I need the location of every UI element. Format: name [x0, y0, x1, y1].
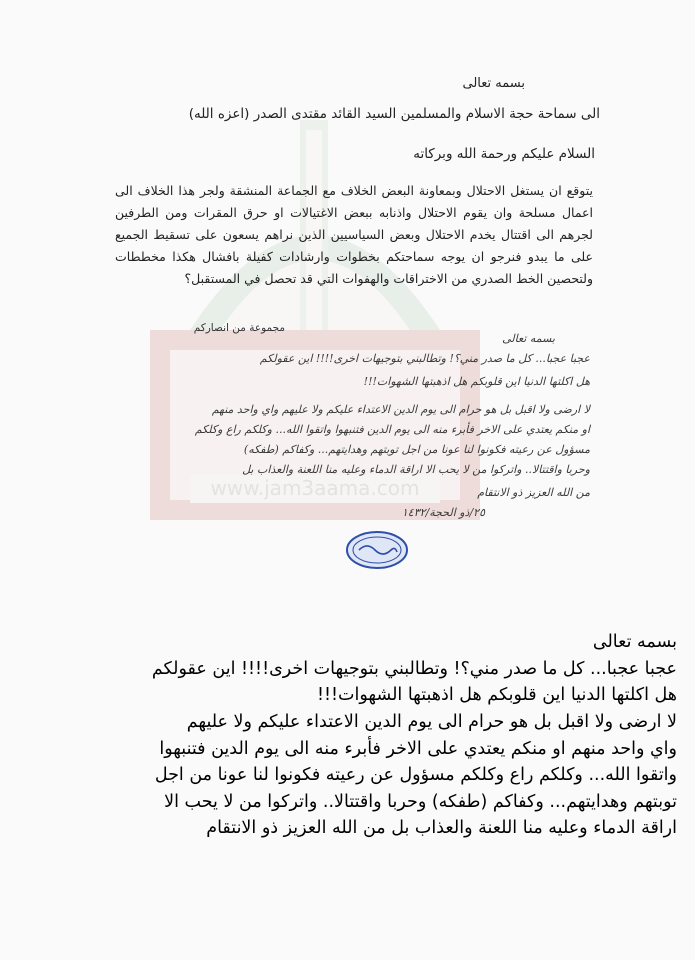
transcription-line: هل اكلتها الدنيا اين قلوبكم هل اذهبتها الشهوات!!! [316, 685, 677, 705]
letter-basmala: بسمه تعالى [462, 76, 525, 91]
handwritten-line: عجبا عجبا... كل ما صدر مني؟! وتطالبني بتوجيهات اخرى!!!! اين عقولكم [259, 352, 590, 365]
transcription-line: واتقوا الله... وكلكم راع وكلكم مسؤول عن رعيته فكونوا لنا عونا من اجل [154, 765, 677, 785]
letter-addressee: الى سماحة حجة الاسلام والمسلمين السيد القائد مقتدى الصدر (اعزه الله) [188, 106, 600, 122]
transcription-line: لا ارضى ولا اقبل بل هو حرام الى يوم الدين الاعتداء عليكم ولا عليهم [186, 712, 677, 732]
handwritten-line: مسؤول عن رعيته فكونوا لنا عونا من اجل توبتهم وهدايتهم... وكفاكم (طفكه) [243, 443, 590, 456]
watermark-url: www.jam3aama.com [210, 476, 420, 500]
handwritten-line: هل اكلتها الدنيا اين قلوبكم هل اذهبتها الشهوات!!! [363, 375, 590, 388]
seal-stamp-icon [345, 530, 409, 570]
handwritten-line: بسمه تعالى [502, 332, 555, 345]
transcription-line: اراقة الدماء وعليه منا اللعنة والعذاب بل من الله العزيز ذو الانتقام [206, 818, 677, 838]
transcription-line: واي واحد منهم او منكم يعتدي على الاخر فأبرء منه الى يوم الدين فتنبهوا [159, 739, 677, 759]
handwritten-line: وحربا واقتتالا.. واتركوا من لا يحب الا اراقة الدماء وعليه منا اللعنة والعذاب بل [242, 463, 590, 476]
handwritten-date: ٢٥/ذو الحجة/١٤٣٢ [401, 506, 485, 519]
letter-signature: مجموعة من انصاركم [193, 322, 285, 334]
handwritten-line: لا ارضى ولا اقبل بل هو حرام الى يوم الدين الاعتداء عليكم ولا عليهم واي واحد منهم [211, 403, 590, 416]
handwritten-line: او منكم يعتدي على الاخر فأبرء منه الى يوم الدين فتنبهوا واتقوا الله... وكلكم راع وكلكم [194, 423, 590, 436]
transcription-title: بسمه تعالى [592, 632, 677, 652]
handwritten-line: من الله العزيز ذو الانتقام [477, 486, 590, 499]
letter-greeting: السلام عليكم ورحمة الله وبركاته [413, 146, 595, 162]
transcription-line: توبتهم وهدايتهم... وكفاكم (طفكه) وحربا واقتتالا.. واتركوا من لا يحب الا [164, 792, 677, 812]
transcription-line: عجبا عجبا... كل ما صدر مني؟! وتطالبني بتوجيهات اخرى!!!! اين عقولكم [151, 659, 677, 679]
letter-body: يتوقع ان يستغل الاحتلال وبمعاونة البعض الخلاف مع الجماعة المنشقة ولجر هذا الخلاف الى اعمال مسلحة وان يقوم الاحتلال واذنابه ببعض الاغتيالات او حرق المقرات ومن الطرفين لجرهم الى اقتتال يخدم الاحتلال وبعض السياسيين الذين نراهم يسعون على تسقيط الجميع على ما يبدو فنرجو ان يوجه سماحتكم بخطوات وارشادات كفيلة بافشال هكذا مخططات ولتحصين الخط الصدري من الاختراقات والهفوات التي قد تحصل في المستقبل؟ [115, 183, 593, 286]
